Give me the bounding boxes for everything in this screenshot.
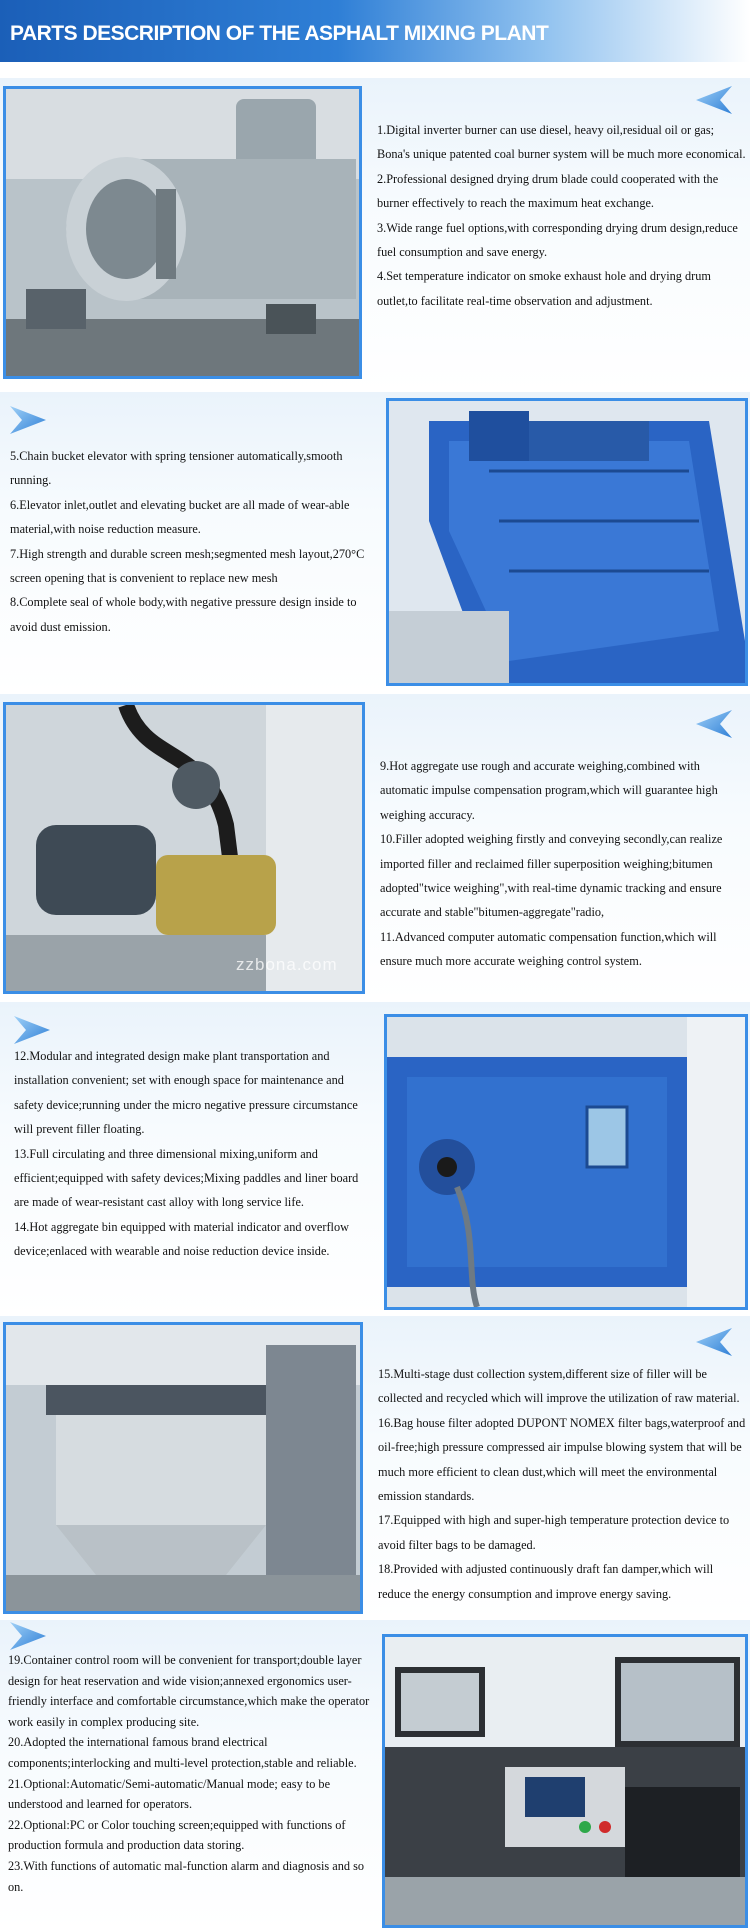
mixer-illustration bbox=[387, 1017, 745, 1307]
feature-item: 20.Adopted the international famous brand electrical components;interlocking and multi-level protection,stable and reliable. bbox=[8, 1735, 357, 1770]
feature-item: 7.High strength and durable screen mesh;segmented mesh layout,270°C screen opening that is convenient to replace new mesh bbox=[10, 546, 365, 586]
drying-drum-photo bbox=[3, 86, 362, 379]
feature-item: 16.Bag house filter adopted DUPONT NOMEX filter bags,waterproof and oil-free;high pressure compressed air impulse blowing system that will be much more efficient to clean dust,which will meet the environmental emission standards. bbox=[378, 1415, 746, 1504]
section-drying-drum bbox=[0, 78, 750, 392]
left-arrow-icon bbox=[696, 1328, 732, 1356]
feature-item: 11.Advanced computer automatic compensation function,which will ensure much more accurate weighing control system. bbox=[380, 929, 717, 969]
section-1-text bbox=[377, 118, 749, 313]
bitumen-pump-illustration bbox=[6, 705, 362, 991]
feature-item: 8.Complete seal of whole body,with negative pressure design inside to avoid dust emission. bbox=[10, 595, 357, 634]
feature-item: 14.Hot aggregate bin equipped with material indicator and overflow device;enlaced with wearable and noise reduction device inside. bbox=[14, 1219, 349, 1259]
page-banner bbox=[0, 0, 750, 62]
section-control-room bbox=[0, 1620, 750, 1931]
bag-house-filter-illustration bbox=[6, 1325, 360, 1611]
section-4-text bbox=[14, 1044, 368, 1264]
feature-item: 1.Digital inverter burner can use diesel, heavy oil,residual oil or gas; Bona's unique patented coal burner system will be much more economical. bbox=[377, 123, 746, 162]
feature-item: 22.Optional:PC or Color touching screen;equipped with functions of production formula and production data storing. bbox=[8, 1817, 346, 1853]
right-arrow-icon bbox=[10, 1622, 46, 1650]
feature-item: 18.Provided with adjusted continuously draft fan damper,which will reduce the energy consumption and improve energy saving. bbox=[378, 1562, 714, 1601]
feature-item: 2.Professional designed drying drum blade could cooperated with the burner effectively to reach the maximum heat exchange. bbox=[377, 171, 719, 211]
feature-item: 6.Elevator inlet,outlet and elevating bucket are all made of wear-able material,with noise reduction measure. bbox=[10, 497, 350, 537]
watermark: zzbona.com bbox=[236, 955, 338, 974]
vibrating-screen-photo bbox=[386, 398, 748, 686]
section-mixer bbox=[0, 1002, 750, 1316]
feature-item: 15.Multi-stage dust collection system,different size of filler will be collected and recycled which will improve the utilization of raw material. bbox=[378, 1367, 740, 1406]
bag-house-filter-photo bbox=[3, 1322, 363, 1614]
feature-item: 9.Hot aggregate use rough and accurate weighing,combined with automatic impulse compensation program,which will guarantee high weighing accuracy. bbox=[380, 759, 718, 822]
feature-item: 13.Full circulating and three dimensional mixing,uniform and efficient;equipped with safety devices;Mixing paddles and liner board are made of wear-resistant cast alloy with long service life. bbox=[14, 1146, 359, 1210]
mixer-photo bbox=[384, 1014, 748, 1310]
section-dust-collection bbox=[0, 1316, 750, 1620]
section-6-text bbox=[8, 1650, 376, 1897]
left-arrow-icon bbox=[696, 86, 732, 114]
right-arrow-icon bbox=[14, 1016, 50, 1044]
feature-item: 12.Modular and integrated design make plant transportation and installation convenient; set with enough space for maintenance and safety device;running under the micro negative pressure circumstance will prevent filler floating. bbox=[14, 1049, 358, 1137]
section-weighing bbox=[0, 694, 750, 1002]
control-room-photo bbox=[382, 1634, 748, 1928]
page-title: PARTS DESCRIPTION OF THE ASPHALT MIXING PLANT bbox=[10, 22, 549, 45]
feature-item: 21.Optional:Automatic/Semi-automatic/Manual mode; easy to be understood and learned for operators. bbox=[8, 1776, 331, 1812]
section-screen bbox=[0, 392, 750, 694]
right-arrow-icon bbox=[10, 406, 46, 434]
left-arrow-icon bbox=[696, 710, 732, 738]
drying-drum-illustration bbox=[6, 89, 359, 376]
feature-item: 3.Wide range fuel options,with corresponding drying drum design,reduce fuel consumption and save energy. bbox=[377, 220, 738, 260]
feature-item: 4.Set temperature indicator on smoke exhaust hole and drying drum outlet,to facilitate real-time observation and adjustment. bbox=[377, 269, 711, 308]
section-2-text bbox=[10, 444, 370, 639]
feature-item: 17.Equipped with high and super-high temperature protection device to avoid filter bags to be damaged. bbox=[378, 1513, 730, 1552]
control-room-illustration bbox=[385, 1637, 745, 1925]
feature-item: 19.Container control room will be convenient for transport;double layer design for heat reservation and wide vision;annexed ergonomics user-friendly interface and comfortable circumstance,which make the operator work easily in complex producing site. bbox=[8, 1653, 370, 1729]
vibrating-screen-illustration bbox=[389, 401, 745, 683]
feature-item: 23.With functions of automatic mal-function alarm and diagnosis and so on. bbox=[8, 1858, 365, 1894]
section-5-text bbox=[378, 1362, 748, 1606]
bitumen-pump-photo bbox=[3, 702, 365, 994]
feature-item: 5.Chain bucket elevator with spring tensioner automatically,smooth running. bbox=[10, 449, 343, 488]
section-3-text bbox=[380, 754, 750, 974]
feature-item: 10.Filler adopted weighing firstly and conveying secondly,can realize imported filler and reclaimed filler superposition weighing;bitumen adopted"twice weighing",with real-time dynamic tracking and ensure accurate and stable"bitumen-aggregate"radio, bbox=[380, 832, 723, 920]
